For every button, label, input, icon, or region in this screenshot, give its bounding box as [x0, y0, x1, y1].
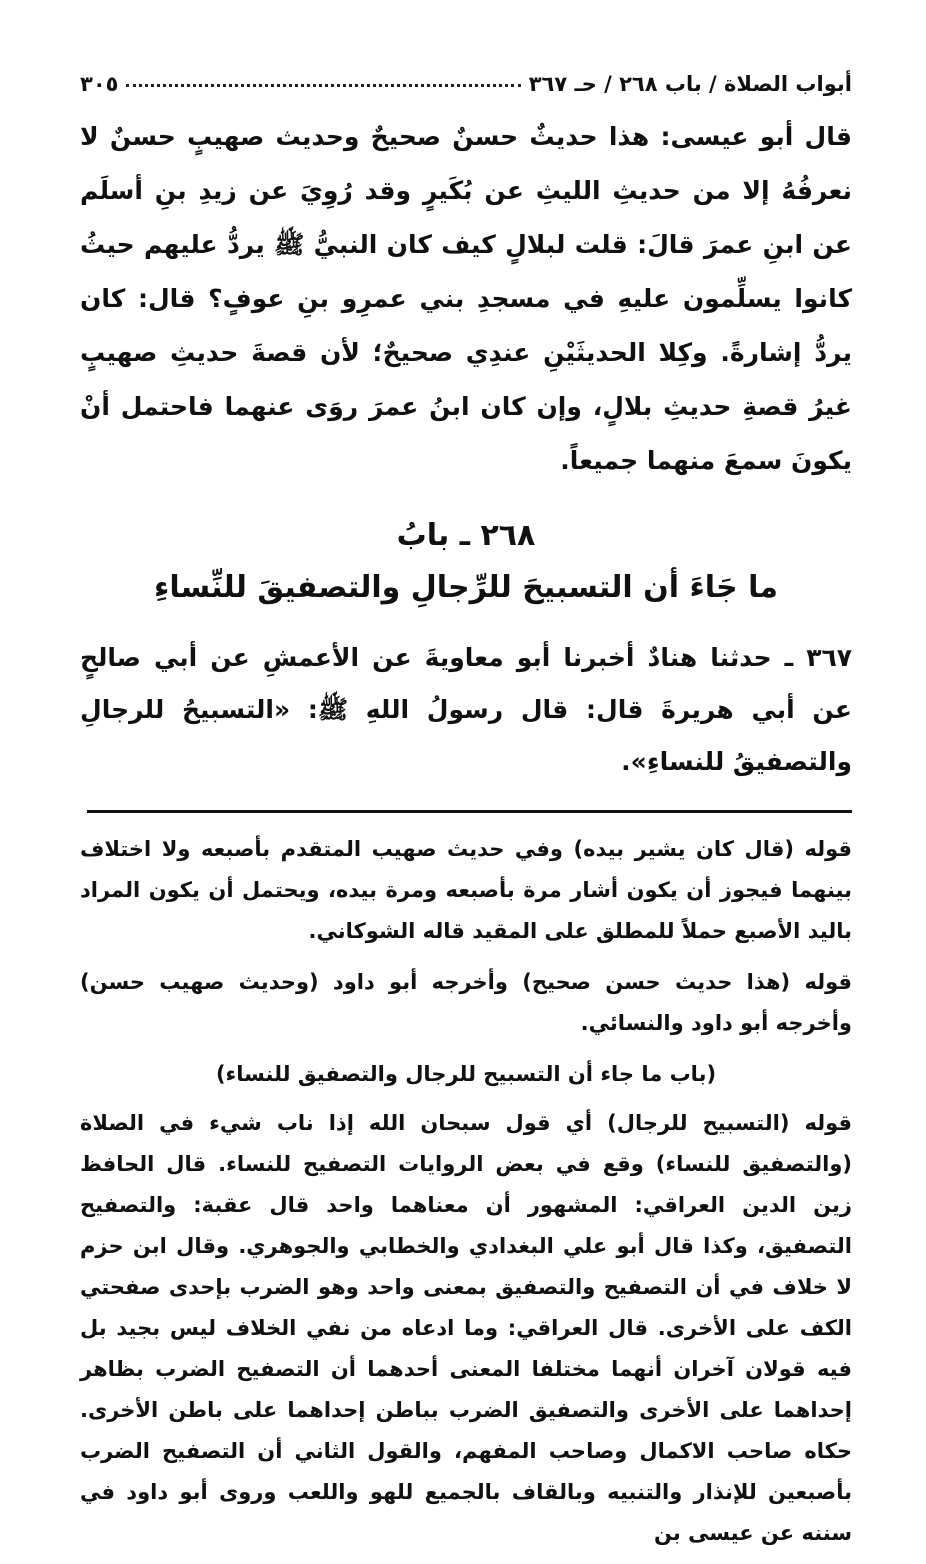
commentary-paragraph-2: قوله (هذا حديث حسن صحيح) وأخرجه أبو داود (وحديث صهيب حسن) وأخرجه أبو داود والنسائي.: [80, 970, 852, 1035]
commentary-subheading: (باب ما جاء أن التسبيح للرجال والتصفيق للنساء): [215, 1062, 717, 1086]
commentary-paragraph-3: قوله (التسبيح للرجال) أي قول سبحان الله إذا ناب شيء في الصلاة (والتصفيق للنساء) وقع في بعض الروايات التصفيح للنساء. قال الحافظ زين الدين العراقي: المشهور أن معناهما واحد قال عقبة: والتصفيح التصفيق، وكذا قال أبو علي البغدادي والخطابي والجوهري. وقال ابن حزم لا خلاف في أن التصفيح والتصفيق بمعنى واحد وهو الضرب بإحدى صفحتي الكف على الأخرى. قال العراقي: وما ادعاه من نفي الخلاف ليس بجيد بل فيه قولان آخران أنهما مختلفا المعنى أحدهما أن التصفيح الضرب بظاهر إحداهما على الأخرى والتصفيق الضرب بباطن إحداهما على باطن الأخرى. حكاه صاحب الاكمال وصاحب المفهم، والقول الثاني أن التصفيح الضرب بأصبعين للإنذار والتنبيه وبالقاف بالجميع للهو واللعب وروى أبو داود في سننه عن عيسى بن: [80, 1111, 852, 1545]
page-number: ٣٠٥: [80, 72, 119, 96]
chapter-title: ما جَاءَ أن التسبيحَ للرِّجالِ والتصفيقَ للنِّساءِ: [154, 570, 778, 605]
main-text: [80, 110, 852, 488]
page-header: [80, 62, 852, 96]
hadith-text: ٣٦٧ ـ حدثنا هنادٌ أخبرنا أبو معاويةَ عن الأعمشِ عن أبي صالحٍ عن أبي هريرةَ قال: قال رسولُ اللهِ ﷺ: «التسبيحُ للرجالِ والتصفيقُ للنساءِ».: [80, 643, 852, 776]
chapter-heading: [80, 510, 852, 614]
header-dotted-leader: [126, 83, 520, 87]
commentary-section: [80, 829, 852, 1554]
chapter-number: ٢٦٨ ـ بابُ: [396, 518, 536, 553]
commentary-paragraph-1: قوله (قال كان يشير بيده) وفي حديث صهيب المتقدم بأصبعه ولا اختلاف بينهما فيجوز أن يكون أشار مرة بأصبعه ومرة بيده، ويحتمل أن يكون المراد باليد الأصبع حملاً للمطلق على المقيد قاله الشوكاني.: [80, 837, 852, 943]
book-page: [80, 62, 852, 1564]
running-title: أبواب الصلاة / باب ٢٦٨ / حـ ٣٦٧: [528, 72, 852, 96]
footnote-divider: [87, 810, 852, 813]
main-paragraph: قال أبو عيسى: هذا حديثٌ حسنٌ صحيحٌ وحديث صهيبٍ حسنٌ لا نعرفُهُ إلا من حديثِ الليثِ عن بُكَيرٍ وقد رُوِيَ عن زيدِ بنِ أسلَم عن ابنِ عمرَ قالَ: قلت لبلالٍ كيف كان النبيُّ ﷺ يردُّ عليهم حيثُ كانوا يسلِّمون عليهِ في مسجدِ بني عمرِو بنِ عوفٍ؟ قال: كان يردُّ إشارةً. وكِلا الحديثَيْنِ عندِي صحيحٌ؛ لأن قصةَ حديثِ صهيبٍ غيرُ قصةِ حديثِ بلالٍ، وإن كان ابنُ عمرَ روَى عنهما فاحتمل أنْ يكونَ سمعَ منهما جميعاً.: [80, 122, 852, 475]
